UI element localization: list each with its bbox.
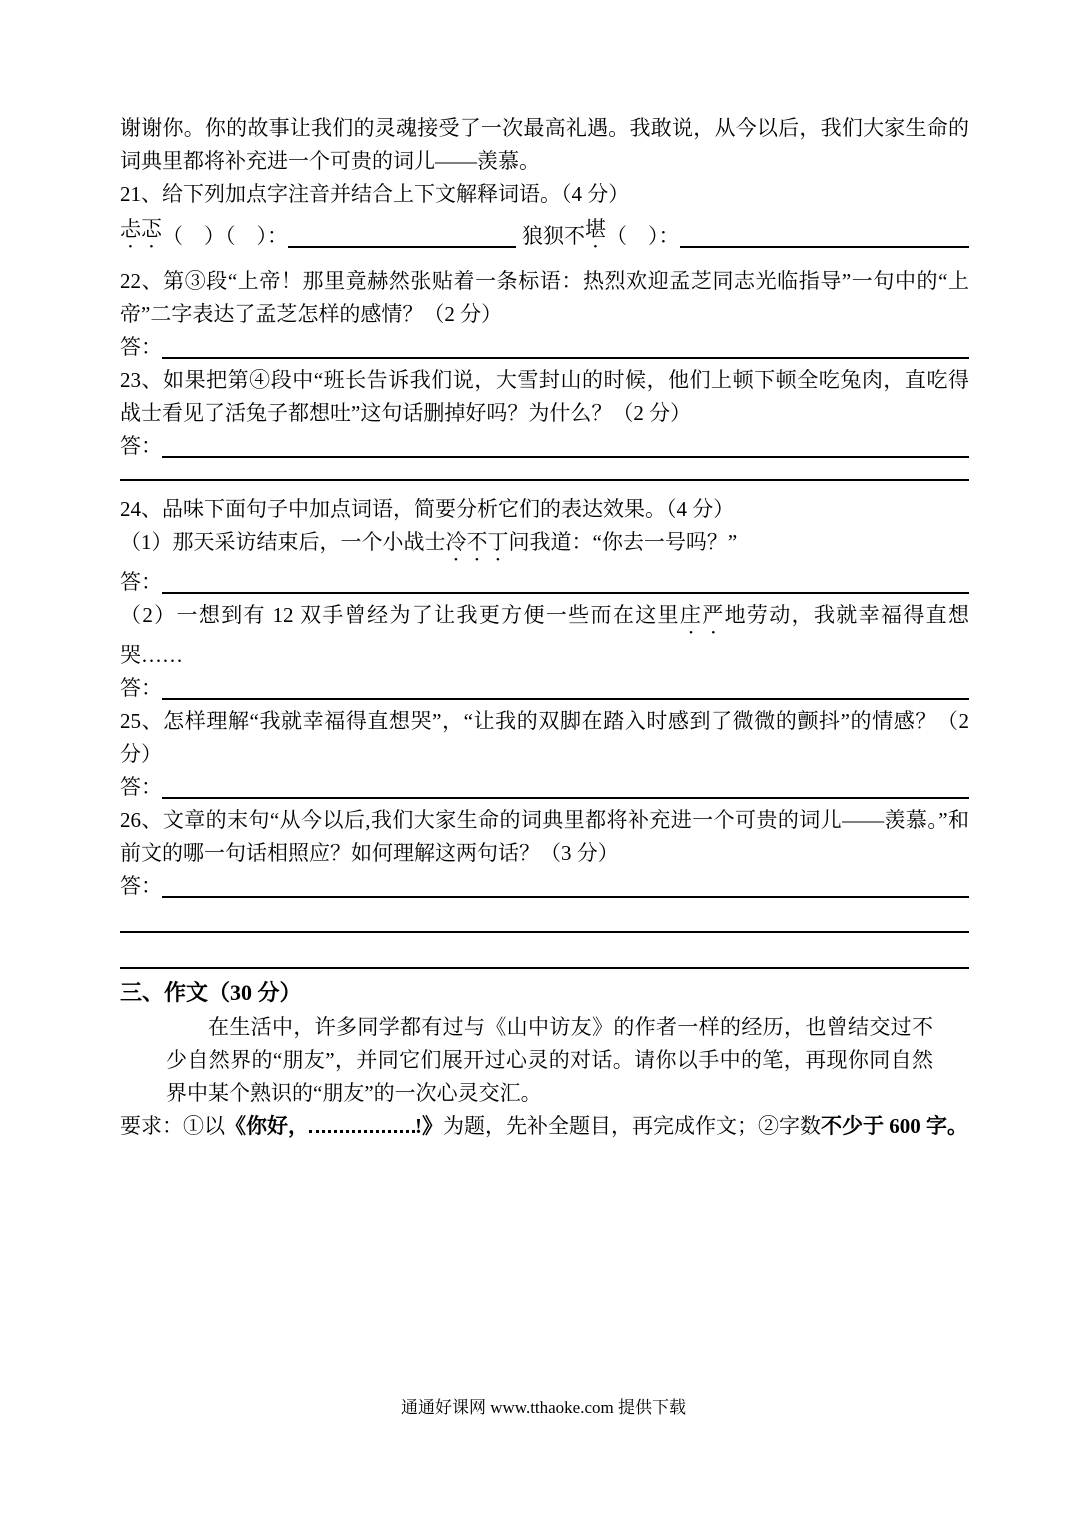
q24-item1-pre: （1）那天采访结束后，一个小战士 — [120, 530, 446, 554]
q23-text: 23、如果把第④段中“班长告诉我们说，大雪封山的时候，他们上顿下顿全吃兔肉，直吃得战士看见了活兔子都想吐”这句话删掉好吗？为什么？（2 分） — [120, 368, 969, 425]
q24-item2-pre: （2）一想到有 12 双手曾经为了让我更方便一些而在这里 — [120, 603, 680, 627]
question-26 — [120, 804, 969, 903]
q24-answer-line-2 — [120, 672, 969, 705]
q23-answer-blank — [162, 456, 969, 458]
q25-answer-line — [120, 771, 969, 804]
req-title-open: 《你好， — [225, 1114, 309, 1138]
q24-title: 24、品味下面句子中加点词语，简要分析它们的表达效果。（4 分） — [120, 497, 735, 521]
q22-answer-blank — [162, 357, 969, 359]
question-22 — [120, 265, 969, 364]
answer-label: 答： — [120, 335, 162, 359]
q21-word2: 狼狈不 — [522, 224, 585, 248]
section-divider — [120, 931, 969, 933]
q21-word2-dotted: 堪 — [585, 217, 606, 241]
answer-label: 答： — [120, 676, 162, 700]
q24-answer-blank-2 — [162, 698, 969, 700]
req-pre: 要求：①以 — [120, 1114, 225, 1138]
q22-text: 22、第③段“上帝！那里竟赫然张贴着一条标语：热烈欢迎孟芝同志光临指导”一句中的“上帝”二字表达了孟芝怎样的感情？（2 分） — [120, 269, 969, 326]
answer-label: 答： — [120, 874, 162, 898]
essay-requirements — [120, 1110, 969, 1143]
q23-answer-line — [120, 430, 969, 463]
q24-item-2 — [120, 599, 969, 672]
req-title-close: !》 — [415, 1114, 443, 1138]
q21-title: 21、给下列加点字注音并结合上下文解释词语。（4 分） — [120, 182, 630, 206]
q25-answer-blank — [162, 797, 969, 799]
question-21 — [120, 178, 969, 253]
answer-label: 答： — [120, 775, 162, 799]
q26-text: 26、文章的末句“从今以后,我们大家生命的词典里都将补充进一个可贵的词儿——羡慕。”和前文的哪一句话相照应？如何理解这两句话？（3 分） — [120, 808, 969, 865]
q21-fill-line — [120, 213, 969, 253]
q22-answer-line — [120, 331, 969, 364]
q21-word2-parens: （ ）： — [606, 224, 680, 248]
q24-item2-post: 地劳动，我就幸福得直想哭…… — [120, 603, 970, 667]
section-divider — [120, 479, 969, 481]
answer-label: 答： — [120, 570, 162, 594]
q26-answer-blank — [162, 896, 969, 898]
question-24 — [120, 493, 969, 705]
req-word-count: 不少于 600 字。 — [821, 1114, 968, 1138]
exam-page — [120, 112, 970, 1417]
req-mid: 为题，先补全题目，再完成作文；②字数 — [443, 1114, 821, 1138]
essay-title-blank — [309, 1129, 415, 1133]
q25-text: 25、怎样理解“我就幸福得直想哭”，“让我的双脚在踏入时感到了微微的颤抖”的情感？（2 分） — [120, 709, 969, 766]
answer-label: 答： — [120, 434, 162, 458]
q21-blank-2 — [680, 246, 970, 248]
q21-word1-parens: （ ）（ ）： — [162, 224, 288, 248]
footer-watermark: 通通好课网 www.tthaoke.com 提供下载 — [400, 1398, 687, 1417]
q24-answer-line-1 — [120, 566, 969, 599]
q24-item1-dotted-word: 冷不丁 — [445, 530, 509, 554]
q24-item1-post: 问我道：“你去一号吗？” — [508, 530, 738, 554]
q21-blank-1 — [288, 246, 516, 248]
q26-answer-line — [120, 870, 969, 903]
essay-section — [120, 975, 969, 1143]
q24-item-1 — [120, 526, 969, 566]
essay-heading: 三、作文（30 分） — [120, 980, 302, 1005]
q21-word1: 忐忑 — [120, 217, 162, 241]
intro-paragraph: 谢谢你。你的故事让我们的灵魂接受了一次最高礼遇。我敢说，从今以后，我们大家生命的词典里都将补充进一个可贵的词儿——羡慕。 — [120, 116, 969, 173]
essay-prompt: 在生活中，许多同学都有过与《山中访友》的作者一样的经历，也曾结交过不少自然界的“朋友”，并同它们展开过心灵的对话。请你以手中的笔，再现你同自然界中某个熟识的“朋友”的一次心灵交汇。 — [166, 1015, 933, 1105]
q24-item2-dotted-word: 庄严 — [679, 603, 725, 627]
q24-answer-blank-1 — [162, 592, 969, 594]
question-23 — [120, 364, 969, 463]
section-divider — [120, 967, 969, 969]
question-25 — [120, 705, 969, 804]
